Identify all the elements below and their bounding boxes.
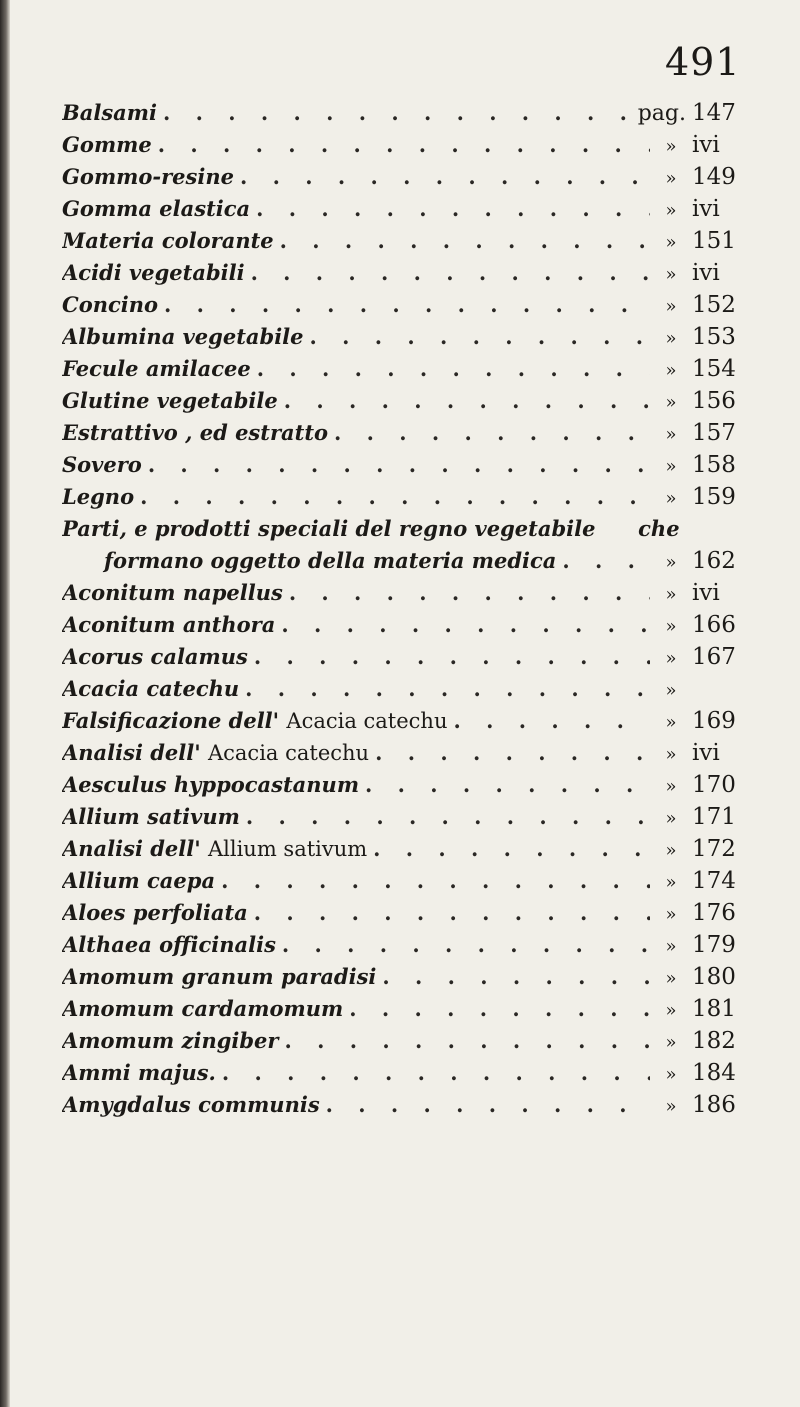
toc-entry bbox=[62, 996, 752, 1028]
entry-page: 172 bbox=[692, 836, 736, 862]
ditto-mark: » bbox=[665, 360, 677, 381]
ditto-mark: » bbox=[665, 1096, 677, 1117]
toc-entry bbox=[62, 964, 752, 996]
toc-entry bbox=[62, 708, 752, 740]
dot-leader bbox=[254, 644, 650, 669]
entry-title: Allium caepa bbox=[62, 868, 216, 893]
dot-leader bbox=[148, 452, 650, 477]
ditto-mark: » bbox=[665, 424, 677, 445]
page-prefix: pag. bbox=[637, 101, 686, 126]
ditto-mark: » bbox=[665, 936, 677, 957]
entry-title: Estrattivo , ed estratto bbox=[62, 420, 329, 445]
entry-page: 159 bbox=[692, 484, 736, 510]
toc-entry bbox=[62, 292, 752, 324]
entry-page: 154 bbox=[692, 356, 736, 382]
entry-page: 147 bbox=[692, 100, 736, 126]
entry-title: Aconitum anthora bbox=[62, 612, 276, 637]
ditto-mark: » bbox=[665, 1064, 677, 1085]
entry-page: 153 bbox=[692, 324, 736, 350]
entry-page: ivi bbox=[692, 196, 720, 222]
ditto-mark: » bbox=[665, 456, 677, 477]
ditto-mark: » bbox=[665, 392, 677, 413]
toc-entry bbox=[62, 804, 752, 836]
ditto-mark: » bbox=[665, 1032, 677, 1053]
dot-leader bbox=[254, 900, 650, 925]
ditto-mark: » bbox=[665, 1000, 677, 1021]
entry-title: Concino bbox=[62, 292, 159, 317]
dot-leader bbox=[373, 836, 650, 861]
toc-entry bbox=[62, 836, 752, 868]
dot-leader bbox=[454, 708, 651, 733]
dot-leader bbox=[245, 676, 650, 701]
entry-title-italic: Analisi dell' bbox=[62, 836, 201, 861]
entry-page: 157 bbox=[692, 420, 736, 446]
entry-title: Gommo-resine bbox=[62, 164, 234, 189]
ditto-mark: » bbox=[665, 488, 677, 509]
ditto-mark: » bbox=[665, 136, 677, 157]
dot-leader bbox=[289, 580, 650, 605]
page-number: 491 bbox=[665, 40, 741, 84]
toc-entry bbox=[62, 420, 752, 452]
entry-title-roman: Allium sativum bbox=[207, 837, 368, 861]
ditto-mark: » bbox=[665, 328, 677, 349]
dot-leader bbox=[222, 1060, 650, 1085]
toc-entry bbox=[62, 260, 752, 292]
dot-leader bbox=[257, 356, 650, 381]
toc-entry bbox=[62, 612, 752, 644]
entry-page: ivi bbox=[692, 132, 720, 158]
entry-page: ivi bbox=[692, 260, 720, 286]
entry-title: Aesculus hyppocastanum bbox=[62, 772, 360, 797]
dot-leader bbox=[240, 164, 650, 189]
entry-page: 162 bbox=[692, 548, 736, 574]
dot-leader bbox=[326, 1092, 650, 1117]
entry-title: Althaea officinalis bbox=[62, 932, 276, 957]
entry-title: Amomum zingiber bbox=[62, 1028, 279, 1053]
toc-entry bbox=[62, 1092, 752, 1124]
toc-entry bbox=[62, 356, 752, 388]
dot-leader bbox=[284, 1028, 650, 1053]
ditto-mark: » bbox=[665, 200, 677, 221]
entry-page: ivi bbox=[692, 740, 720, 766]
dot-leader bbox=[349, 996, 650, 1021]
entry-title: Ammi majus. bbox=[62, 1060, 216, 1085]
entry-title: Amomum cardamomum bbox=[62, 996, 344, 1021]
entry-page: 179 bbox=[692, 932, 736, 958]
ditto-mark: » bbox=[665, 584, 677, 605]
entry-title bbox=[62, 708, 448, 733]
section-heading-line1: Parti, e prodotti speciali del regno vegetabile bbox=[62, 516, 596, 541]
ditto-mark: » bbox=[665, 616, 677, 637]
dot-leader bbox=[221, 868, 650, 893]
book-spine-shadow bbox=[0, 0, 10, 1407]
entry-page: 151 bbox=[692, 228, 736, 254]
ditto-mark: » bbox=[665, 872, 677, 893]
toc-entry bbox=[62, 1028, 752, 1060]
toc-entry bbox=[62, 132, 752, 164]
ditto-mark: » bbox=[665, 840, 677, 861]
ditto-mark: » bbox=[665, 808, 677, 829]
dot-leader bbox=[375, 740, 650, 765]
entry-title-roman: Acacia catechu bbox=[286, 709, 448, 733]
ditto-mark: » bbox=[665, 712, 677, 733]
section-heading-tail: che bbox=[638, 516, 680, 541]
entry-page: 156 bbox=[692, 388, 736, 414]
toc-entry bbox=[62, 644, 752, 676]
toc-entry bbox=[62, 324, 752, 356]
entry-page: 149 bbox=[692, 164, 736, 190]
entry-title: Acacia catechu bbox=[62, 676, 240, 701]
dot-leader bbox=[140, 484, 650, 509]
dot-leader bbox=[163, 100, 628, 125]
entry-page: 176 bbox=[692, 900, 736, 926]
dot-leader bbox=[164, 292, 650, 317]
entry-page: 180 bbox=[692, 964, 736, 990]
entry-page: 170 bbox=[692, 772, 736, 798]
ditto-mark: » bbox=[665, 168, 677, 189]
dot-leader bbox=[256, 196, 650, 221]
dot-leader bbox=[158, 132, 650, 157]
toc-entry bbox=[62, 164, 752, 196]
ditto-mark: » bbox=[665, 680, 677, 701]
entry-page: 181 bbox=[692, 996, 736, 1022]
dot-leader bbox=[251, 260, 650, 285]
entry-page: 174 bbox=[692, 868, 736, 894]
entry-page: 186 bbox=[692, 1092, 736, 1118]
toc-entry bbox=[62, 228, 752, 260]
entry-title: Aconitum napellus bbox=[62, 580, 283, 605]
entry-title: Aloes perfoliata bbox=[62, 900, 248, 925]
entry-page: 166 bbox=[692, 612, 736, 638]
ditto-mark: » bbox=[665, 968, 677, 989]
toc-entry bbox=[62, 900, 752, 932]
entry-title: Amygdalus communis bbox=[62, 1092, 320, 1117]
entry-title: Legno bbox=[62, 484, 135, 509]
entry-title: Balsami bbox=[62, 100, 157, 125]
entry-title: Allium sativum bbox=[62, 804, 240, 829]
ditto-mark: » bbox=[665, 264, 677, 285]
entry-title-italic: Analisi dell' bbox=[62, 740, 201, 765]
toc-entry bbox=[62, 676, 752, 708]
entry-page: 158 bbox=[692, 452, 736, 478]
dot-leader bbox=[562, 548, 650, 573]
section-heading-line2: formano oggetto della materia medica bbox=[104, 548, 557, 573]
ditto-mark: » bbox=[665, 552, 677, 573]
entry-title: Glutine vegetabile bbox=[62, 388, 278, 413]
table-of-contents bbox=[62, 100, 752, 1124]
entry-title: Gomma elastica bbox=[62, 196, 251, 221]
dot-leader bbox=[282, 932, 650, 957]
toc-entry bbox=[62, 868, 752, 900]
dot-leader bbox=[334, 420, 650, 445]
entry-page: ivi bbox=[692, 580, 720, 606]
dot-leader bbox=[280, 228, 650, 253]
entry-page: 169 bbox=[692, 708, 736, 734]
ditto-mark: » bbox=[665, 296, 677, 317]
entry-title-roman: Acacia catechu bbox=[207, 741, 370, 765]
toc-entry bbox=[62, 484, 752, 516]
toc-entry bbox=[62, 196, 752, 228]
dot-leader bbox=[281, 612, 650, 637]
dot-leader bbox=[284, 388, 650, 413]
dot-leader bbox=[365, 772, 650, 797]
toc-entry bbox=[62, 580, 752, 612]
ditto-mark: » bbox=[665, 648, 677, 669]
toc-entry bbox=[62, 452, 752, 484]
ditto-mark: » bbox=[665, 232, 677, 253]
section-heading bbox=[62, 516, 752, 548]
toc-entry bbox=[62, 100, 752, 132]
entry-title-italic: Falsificazione dell' bbox=[62, 708, 280, 733]
entry-title bbox=[62, 740, 369, 765]
dot-leader bbox=[246, 804, 650, 829]
toc-entry bbox=[62, 932, 752, 964]
entry-title bbox=[62, 836, 367, 861]
entry-title: Acorus calamus bbox=[62, 644, 248, 669]
section-heading-entry bbox=[62, 548, 752, 580]
toc-entry bbox=[62, 740, 752, 772]
ditto-mark: » bbox=[665, 904, 677, 925]
entry-title: Amomum granum paradisi bbox=[62, 964, 377, 989]
toc-entry bbox=[62, 388, 752, 420]
entry-page: 152 bbox=[692, 292, 736, 318]
entry-title: Fecule amilacee bbox=[62, 356, 251, 381]
entry-title: Sovero bbox=[62, 452, 142, 477]
entry-page: 167 bbox=[692, 644, 736, 670]
toc-entry bbox=[62, 1060, 752, 1092]
entry-title: Materia colorante bbox=[62, 228, 274, 253]
dot-leader bbox=[310, 324, 650, 349]
dot-leader bbox=[382, 964, 650, 989]
entry-title: Gomme bbox=[62, 132, 152, 157]
entry-page: 171 bbox=[692, 804, 736, 830]
ditto-mark: » bbox=[665, 744, 677, 765]
ditto-mark: » bbox=[665, 776, 677, 797]
toc-entry bbox=[62, 772, 752, 804]
entry-page: 182 bbox=[692, 1028, 736, 1054]
entry-page: 184 bbox=[692, 1060, 736, 1086]
entry-title: Albumina vegetabile bbox=[62, 324, 304, 349]
entry-title: Acidi vegetabili bbox=[62, 260, 245, 285]
